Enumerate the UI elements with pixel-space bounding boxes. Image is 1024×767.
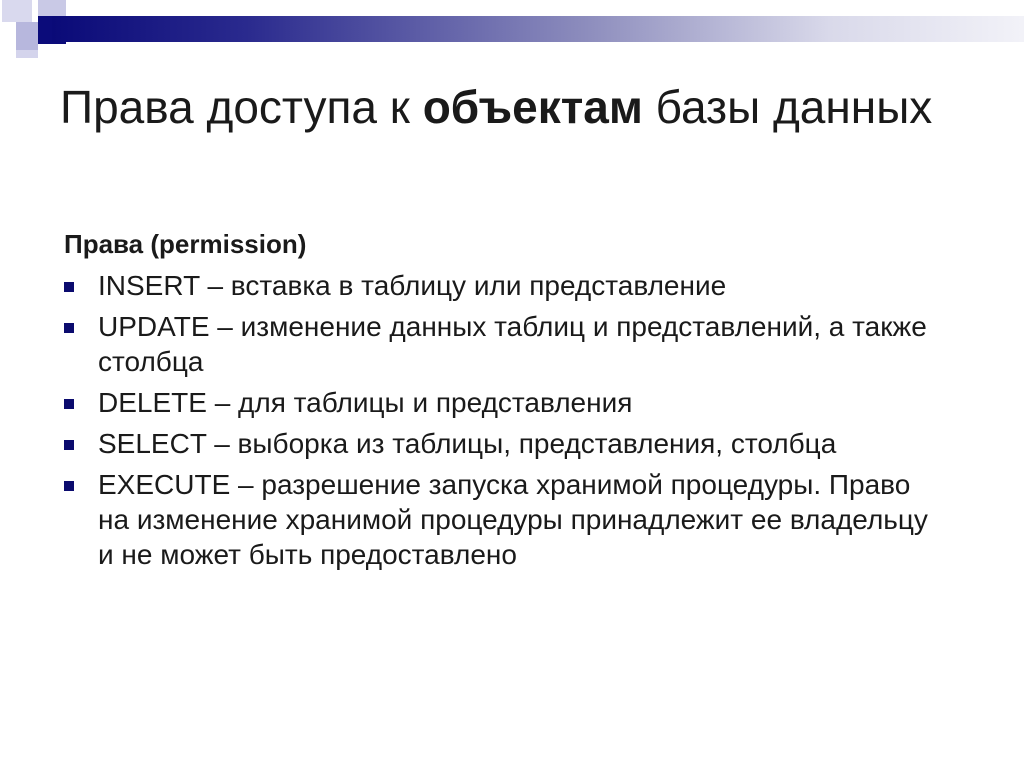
header-gradient-bar — [52, 16, 1024, 42]
list-item — [60, 467, 940, 572]
decor-square — [38, 0, 66, 16]
list-item-text: UPDATE – изменение данных таблиц и представлений, а также столбца — [98, 311, 927, 377]
list-item-text: INSERT – вставка в таблицу или представление — [98, 270, 727, 301]
title-part1: Права доступа к — [60, 81, 423, 133]
list-item — [60, 268, 940, 303]
slide-title — [60, 78, 980, 136]
list-item-text: DELETE – для таблицы и представления — [98, 387, 633, 418]
permission-list — [60, 268, 940, 578]
decor-square — [2, 0, 32, 22]
list-item-text: EXECUTE – разрешение запуска хранимой процедуры. Право на изменение хранимой процедуры принадлежит ее владельцу и не может быть предоставлено — [98, 469, 928, 570]
square-bullet-icon — [64, 282, 74, 292]
list-item-text: SELECT – выборка из таблицы, представления, столбца — [98, 428, 837, 459]
list-item — [60, 426, 940, 461]
title-bold: объектам — [422, 81, 643, 133]
subheading: Права (permission) — [64, 229, 307, 259]
square-bullet-icon — [64, 323, 74, 333]
square-bullet-icon — [64, 440, 74, 450]
list-item — [60, 309, 940, 379]
title-part2: базы данных — [642, 81, 933, 133]
square-bullet-icon — [64, 399, 74, 409]
decor-square — [16, 22, 38, 50]
list-item — [60, 385, 940, 420]
decor-square — [16, 50, 38, 58]
square-bullet-icon — [64, 481, 74, 491]
